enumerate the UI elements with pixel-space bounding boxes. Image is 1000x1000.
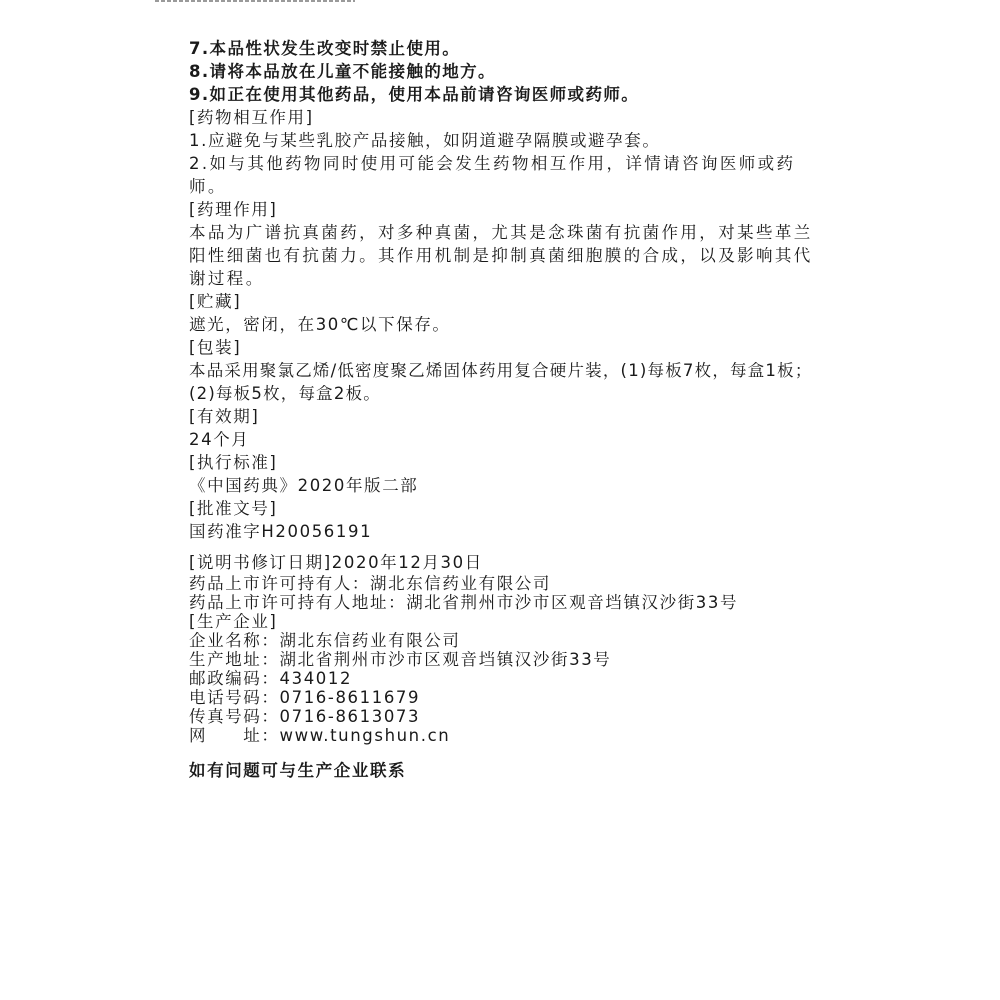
manufacturer-address: 生产地址：湖北省荆州市沙市区观音垱镇汉沙街33号	[189, 650, 612, 669]
closing-note: 如有问题可与生产企业联系	[189, 761, 407, 780]
warnings-list	[189, 37, 829, 106]
interactions-section	[189, 106, 829, 198]
section-heading: [有效期]	[189, 407, 260, 426]
validity-section	[189, 405, 829, 451]
drug-leaflet	[189, 37, 829, 782]
packaging-text: 本品采用聚氯乙烯/低密度聚乙烯固体药用复合硬片装，(1)每板7枚，每盒1板；(2)每板5枚，每盒2板。	[189, 361, 813, 403]
section-heading: [生产企业]	[189, 612, 278, 631]
storage-text: 遮光，密闭，在30℃以下保存。	[189, 315, 451, 334]
approval-number: 国药准字H20056191	[189, 522, 373, 541]
pharmacology-text: 本品为广谱抗真菌药，对多种真菌，尤其是念珠菌有抗菌作用，对某些革兰阳性细菌也有抗菌力。其作用机制是抑制真菌细胞膜的合成，以及影响其代谢过程。	[189, 223, 813, 288]
manufacturer-section	[189, 612, 829, 745]
warning-item: 7.本品性状发生改变时禁止使用。	[189, 39, 461, 58]
holder-name: 药品上市许可持有人：湖北东信药业有限公司	[189, 574, 551, 593]
section-heading: [药物相互作用]	[189, 108, 314, 127]
revision-date: [说明书修订日期]2020年12月30日	[189, 553, 483, 572]
section-heading: [药理作用]	[189, 200, 278, 219]
manufacturer-website: 网 址：www.tungshun.cn	[189, 726, 451, 745]
pharmacology-section	[189, 198, 829, 290]
approval-section	[189, 497, 829, 543]
warning-item: 9.如正在使用其他药品，使用本品前请咨询医师或药师。	[189, 85, 640, 104]
storage-section	[189, 290, 829, 336]
validity-text: 24个月	[189, 430, 250, 449]
section-heading: [批准文号]	[189, 499, 278, 518]
warning-item: 8.请将本品放在儿童不能接触的地方。	[189, 62, 496, 81]
section-heading: [贮藏]	[189, 292, 242, 311]
interaction-item: 1.应避免与某些乳胶产品接触，如阴道避孕隔膜或避孕套。	[189, 131, 661, 150]
interaction-item: 2.如与其他药物同时使用可能会发生药物相互作用，详情请咨询医师或药师。	[189, 154, 796, 196]
section-heading: [执行标准]	[189, 453, 278, 472]
top-dotted-rule	[155, 0, 355, 2]
manufacturer-fax: 传真号码：0716-8613073	[189, 707, 421, 726]
packaging-section	[189, 336, 829, 405]
standard-section	[189, 451, 829, 497]
manufacturer-postcode: 邮政编码：434012	[189, 669, 353, 688]
holder-address: 药品上市许可持有人地址：湖北省荆州市沙市区观音垱镇汉沙街33号	[189, 593, 739, 612]
standard-text: 《中国药典》2020年版二部	[189, 476, 419, 495]
holder-section	[189, 574, 829, 612]
manufacturer-name: 企业名称：湖北东信药业有限公司	[189, 631, 461, 650]
manufacturer-phone: 电话号码：0716-8611679	[189, 688, 421, 707]
section-heading: [包装]	[189, 338, 242, 357]
